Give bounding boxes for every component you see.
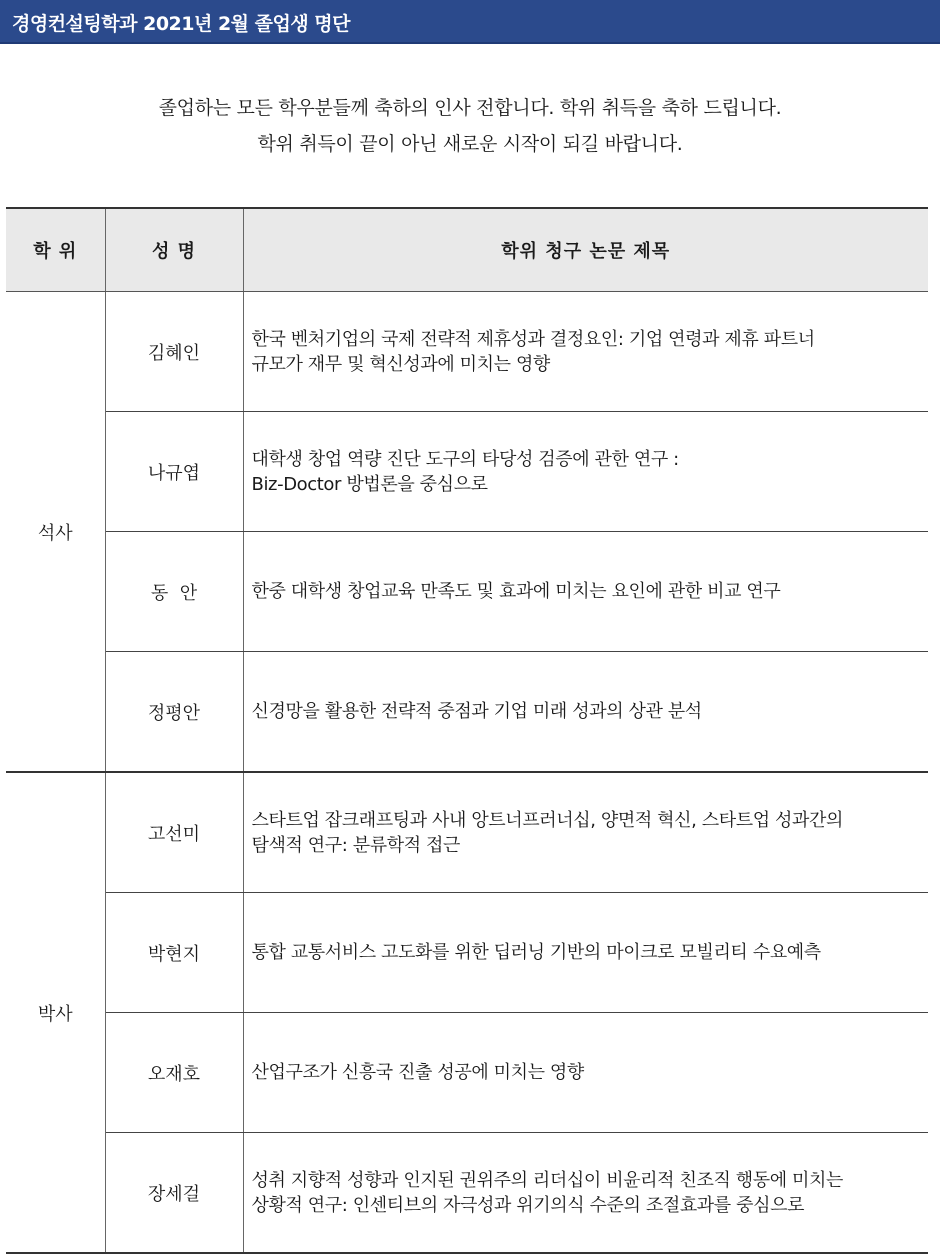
thesis-title <box>243 772 928 893</box>
degree-masters: 석사 <box>6 292 105 773</box>
thesis-title-line: 한중 대학생 창업교육 만족도 및 효과에 미치는 요인에 관한 비교 연구 <box>251 581 781 602</box>
graduate-name: 오재호 <box>105 1013 243 1133</box>
graduate-name: 장세걸 <box>105 1133 243 1254</box>
thesis-title <box>243 1133 928 1254</box>
thesis-title-line: 스타트업 잡크래프팅과 사내 앙트너프러너십, 양면적 혁신, 스타트업 성과간의 <box>251 809 844 831</box>
thesis-title-line: 성취 지향적 성향과 인지된 권위주의 리더십이 비윤리적 친조직 행동에 미치는 <box>251 1169 844 1191</box>
header-name: 성 명 <box>105 208 243 292</box>
graduate-name: 나규엽 <box>105 412 243 532</box>
graduate-name: 고선미 <box>105 772 243 893</box>
greeting-message <box>0 90 940 162</box>
graduate-name: 김혜인 <box>105 292 243 412</box>
table-row <box>6 1013 928 1133</box>
table-header-row <box>6 208 928 292</box>
table-row <box>6 1133 928 1254</box>
degree-doctorate: 박사 <box>6 772 105 1253</box>
thesis-title-line: 상황적 연구: 인센티브의 자극성과 위기의식 수준의 조절효과를 중심으로 <box>251 1194 805 1216</box>
thesis-title-line: 신경망을 활용한 전략적 중점과 기업 미래 성과의 상관 분석 <box>251 701 702 722</box>
graduate-name: 정평안 <box>105 652 243 773</box>
thesis-title <box>243 1013 928 1133</box>
header-degree: 학 위 <box>6 208 105 292</box>
table-row <box>6 772 928 893</box>
graduate-name: 동 안 <box>105 532 243 652</box>
thesis-title <box>243 412 928 532</box>
header-thesis-title: 학위 청구 논문 제목 <box>243 208 928 292</box>
thesis-title-line: Biz-Doctor 방법론을 중심으로 <box>251 473 488 495</box>
thesis-title-line: 탐색적 연구: 분류학적 접근 <box>251 834 460 856</box>
graduate-table <box>6 207 928 1254</box>
table-row <box>6 532 928 652</box>
thesis-title-line: 통합 교통서비스 고도화를 위한 딥러닝 기반의 마이크로 모빌리티 수요예측 <box>251 942 821 963</box>
thesis-title-line: 산업구조가 신흥국 진출 성공에 미치는 영향 <box>251 1062 584 1083</box>
thesis-title <box>243 292 928 412</box>
thesis-title <box>243 532 928 652</box>
greeting-line: 졸업하는 모든 학우분들께 축하의 인사 전합니다. 학위 취득을 축하 드립니다. <box>158 97 782 119</box>
table-row <box>6 893 928 1013</box>
thesis-title-line: 대학생 창업 역량 진단 도구의 타당성 검증에 관한 연구 : <box>251 448 679 470</box>
table-row <box>6 292 928 412</box>
table-row <box>6 652 928 773</box>
thesis-title-line: 규모가 재무 및 혁신성과에 미치는 영향 <box>251 353 550 375</box>
header-bar <box>0 0 940 44</box>
thesis-title <box>243 652 928 773</box>
thesis-title <box>243 893 928 1013</box>
thesis-title-line: 한국 벤처기업의 국제 전략적 제휴성과 결정요인: 기업 연령과 제휴 파트너 <box>251 328 815 350</box>
graduate-name: 박현지 <box>105 893 243 1013</box>
greeting-line: 학위 취득이 끝이 아닌 새로운 시작이 되길 바랍니다. <box>257 133 683 155</box>
table-row <box>6 412 928 532</box>
page-title: 경영컨설팅학과 2021년 2월 졸업생 명단 <box>12 13 351 35</box>
